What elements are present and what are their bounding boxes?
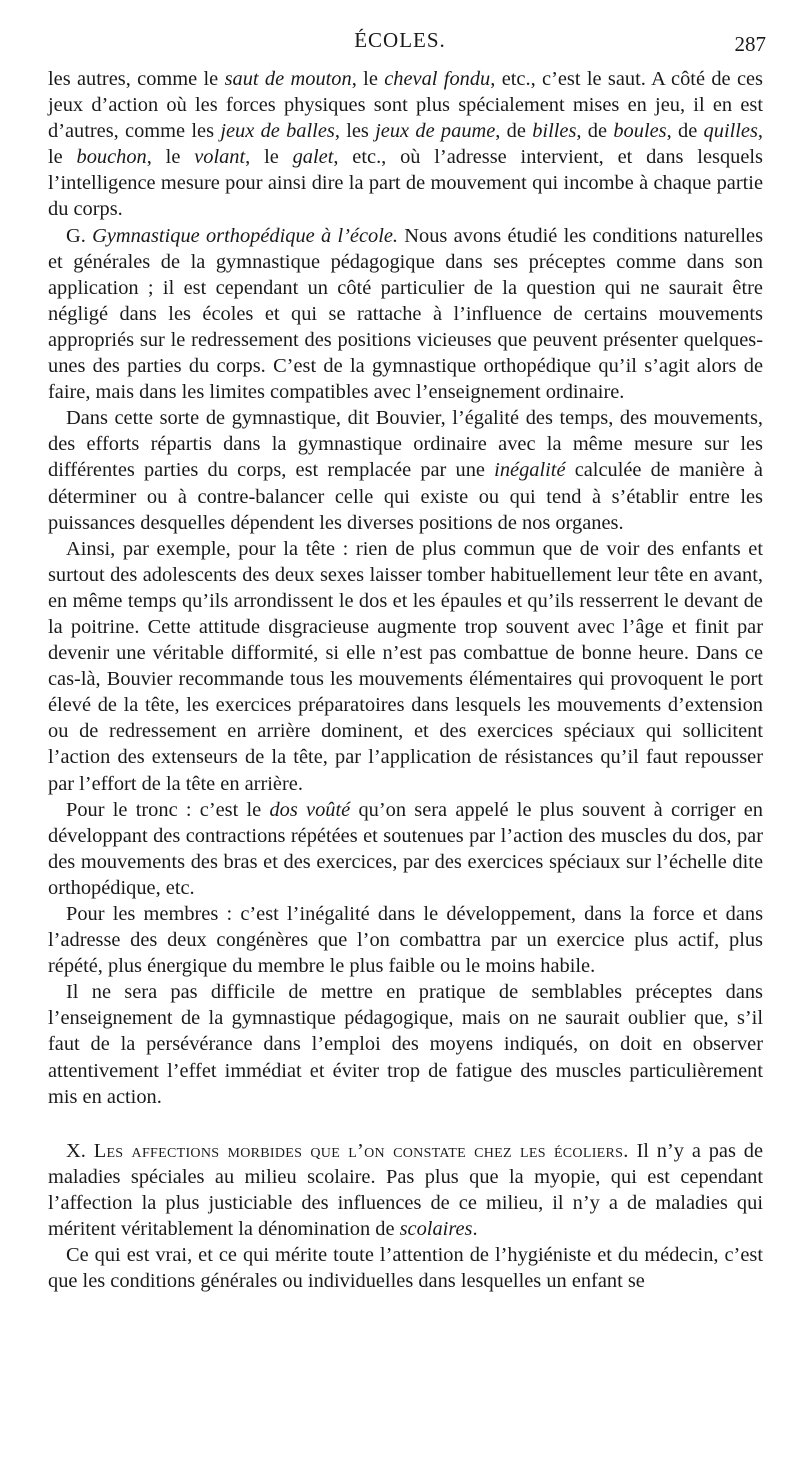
section-divider [48, 1110, 763, 1138]
paragraph-membres: Pour les membres : c’est l’inégalité dans le développement, dans la force et dans l’adresse des deux congénères que l’on combattra par un exercice plus actif, plus répété, plus énergique du membre le plus faible ou le moins habile. [48, 903, 763, 978]
body-text [48, 66, 763, 1294]
paragraph-tete: Ainsi, par exemple, pour la tête : rien de plus commun que de voir des enfants et surtout des adolescents des deux sexes laisser tomber habituellement leur tête en avant, en même temps qu’ils arrondissent le dos et les épaules et qu’ils resserrent le devant de la poitrine. Cette attitude disgracieuse augmente trop souvent avec l’âge et finit par devenir une véritable difformité, si elle n’est pas combattue de bonne heure. Dans ce cas-là, Bouvier recommande tous les mouvements élémentaires qui provoquent le port élevé de la tête, les exercices préparatoires dans lesquels les mouvements d’extension ou de redressement en arrière dominent, et des exercices spéciaux qui sollicitent l’action des extenseurs de la tête, par l’application de résistances qu’il faut repousser par l’effort de la tête en arrière. [48, 537, 763, 795]
paragraph-affections-morbides: X. Les affections morbides que l’on constate chez les écoliers. Il n’y a pas de maladies spéciales au milieu scolaire. Pas plus que la myopie, qui est cependant l’affection la plus justiciable des influences de ce milieu, il n’y a de maladies qui méritent véritablement la dénomination de scolaires. [48, 1139, 764, 1241]
paragraph-games: les autres, comme le saut de mouton, le cheval fondu, etc., c’est le saut. A côté de ces jeux d’action où les forces physiques sont plus spécialement mises en jeu, il en est d’autres, comme les jeux de balles, les jeux de paume, de billes, de boules, de quilles, le bouchon, le volant, le galet, etc., où l’adresse intervient, et dans lesquels l’intelligence mesure pour ainsi dire la part de mouvement qui incombe à chaque partie du corps. [48, 68, 764, 221]
section-heading-x: Les affections morbides que l’on constate chez les écoliers. [93, 1139, 629, 1162]
page-number: 287 [734, 32, 766, 56]
paragraph-tronc: Pour le tronc : c’est le dos voûté qu’on sera appelé le plus souvent à corriger en développant des contractions répétées et soutenues par l’action des muscles du dos, par des mouvements des bras et des exercices, par des exercices spéciaux sur l’échelle dite orthopédique, etc. [48, 798, 763, 899]
paragraph-preceptes: Il ne sera pas difficile de mettre en pratique de semblables préceptes dans l’enseignement de la gymnastique pédagogique, mais on ne saurait oublier que, s’il faut de la persévérance dans l’emploi des moyens indiqués, on doit en observer attentivement l’effet immédiat et éviter trop de fatigue des muscles particulièrement mis en action. [48, 981, 763, 1108]
running-title: ÉCOLES. [354, 28, 446, 52]
paragraph-bouvier: Dans cette sorte de gymnastique, dit Bouvier, l’égalité des temps, des mouvements, des efforts répartis dans la gymnastique ordinaire avec la même mesure sur les différentes parties du corps, est remplacée par une inégalité calculée de manière à déterminer ou à contre-balancer celle qui existe ou qui tend à s’établir entre les puissances desquelles dépendent les diverses positions de nos organes. [48, 407, 763, 534]
paragraph-gymnastique-orthopedique: G. Gymnastique orthopédique à l’école. Nous avons étudié les conditions naturelles et générales de la gymnastique pédagogique dans ses préceptes comme dans son application ; il est cependant un côté particulier de la question qui ne saurait être négligé dans les écoles et qui se rattache à l’influence de certains mouvements appropriés sur le redressement des positions vicieuses que peuvent présenter quelques-unes des parties du corps. C’est de la gymnastique orthopédique qu’il s’agit alors de faire, mais dans les limites compatibles avec l’enseignement ordinaire. [48, 224, 764, 404]
paragraph-conditions: Ce qui est vrai, et ce qui mérite toute l’attention de l’hygiéniste et du médecin, c’est que les conditions générales ou individuelles dans lesquelles un enfant se [48, 1244, 763, 1293]
section-title-g: Gymnastique orthopédique à l’école. [92, 224, 399, 247]
